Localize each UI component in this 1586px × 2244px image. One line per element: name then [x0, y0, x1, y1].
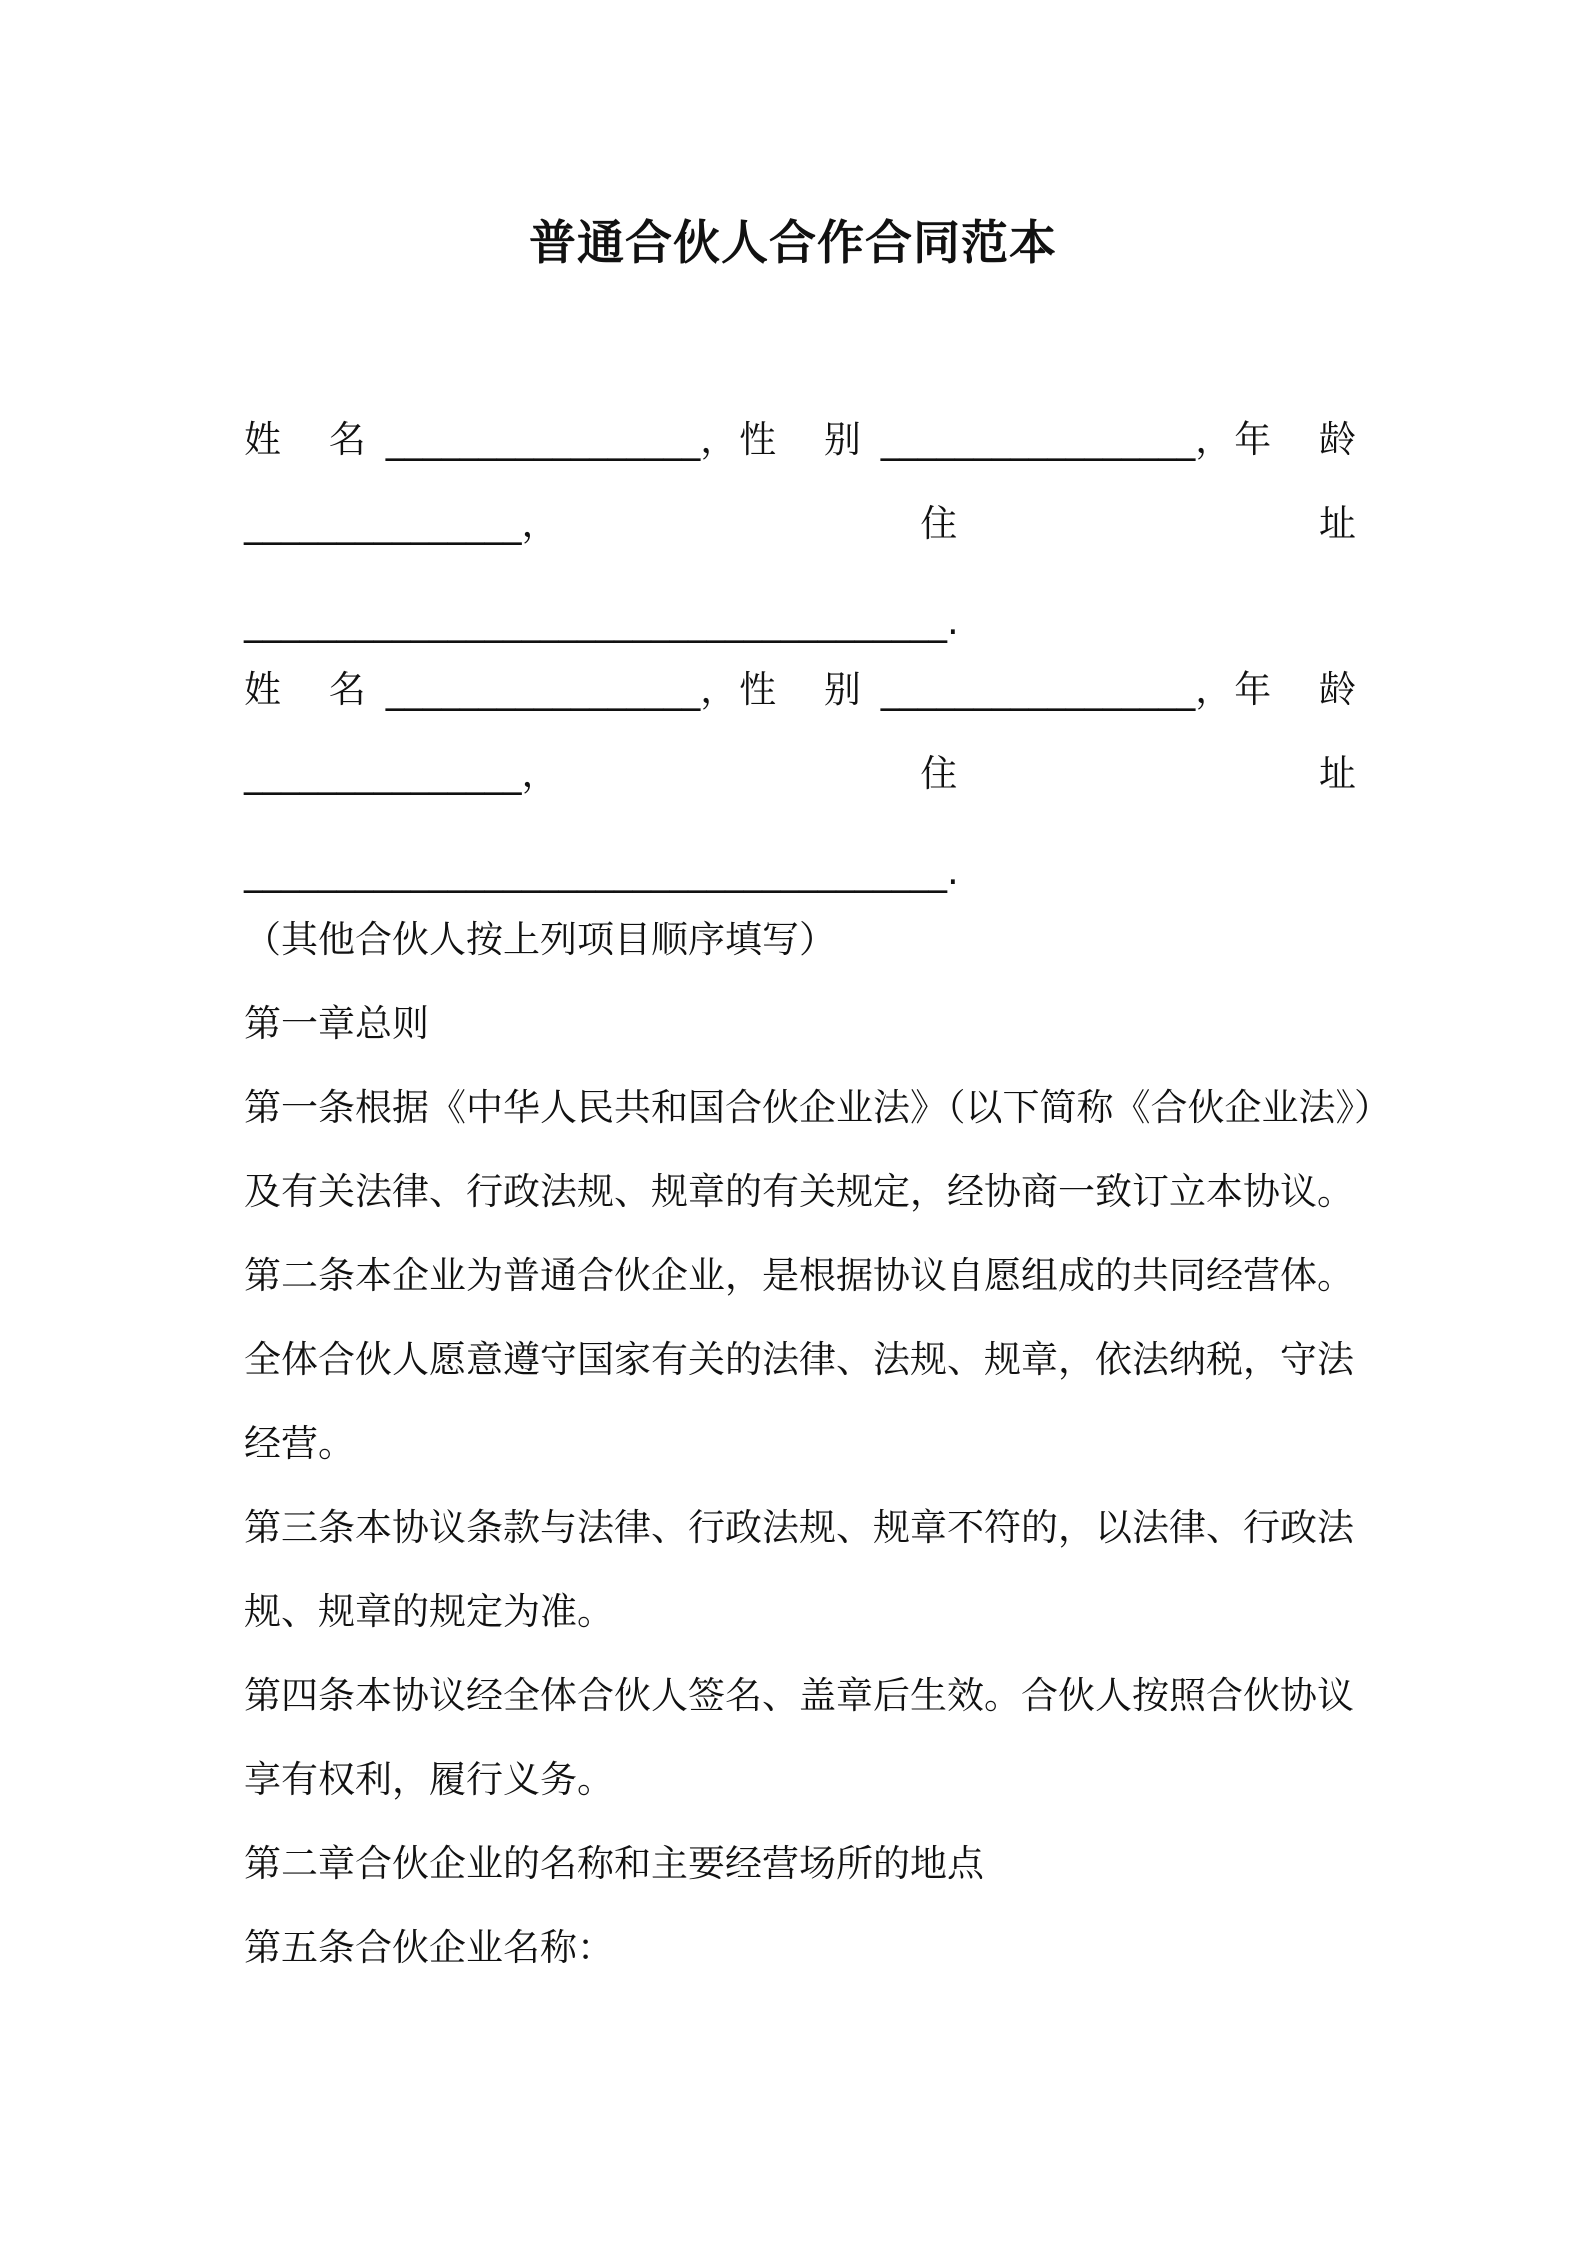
name-label: 姓 名	[244, 668, 384, 711]
gender-label: 性 别	[739, 418, 879, 461]
article-text-line: 第三条本协议条款与法律、行政法规、规章不符的，以法律、行政法	[244, 1506, 1354, 1549]
article-text-line: 全体合伙人愿意遵守国家有关的法律、法规、规章，依法纳税，守法	[244, 1338, 1354, 1381]
address-label-char-2: 址	[1319, 502, 1356, 545]
address-label-char-1: 住	[920, 752, 958, 795]
article-text-line: 第二条本企业为普通合伙企业，是根据协议自愿组成的共同经营体。	[244, 1254, 1354, 1297]
partner-2-line-1	[244, 660, 1374, 720]
article-text-line: 规、规章的规定为准。	[244, 1590, 614, 1633]
article-text-line: 及有关法律、行政法规、规章的有关规定，经协商一致订立本协议。	[244, 1170, 1354, 1213]
chapter-heading: 第一章总则	[244, 1002, 429, 1045]
gender-label: 性 别	[739, 668, 879, 711]
age-label: 年 龄	[1234, 418, 1374, 461]
partner-1-line-2	[244, 494, 1356, 554]
chapter-heading: 第二章合伙企业的名称和主要经营场所的地点	[244, 1842, 984, 1885]
address-blank: ______________________________________.	[244, 850, 959, 893]
address-label-char-1: 住	[920, 502, 958, 545]
name-label: 姓 名	[244, 418, 384, 461]
partner-1-line-1	[244, 410, 1374, 470]
partner-2-line-2	[244, 744, 1356, 804]
partner-1-line-3	[244, 592, 1356, 652]
address-blank: ______________________________________.	[244, 600, 959, 643]
age-blank: _______________，	[244, 502, 559, 545]
article-text-line: 经营。	[244, 1422, 355, 1465]
age-label: 年 龄	[1234, 668, 1374, 711]
article-text-line: 第五条合伙企业名称：	[244, 1926, 614, 1969]
name-blank: _________________，	[385, 418, 738, 461]
article-text-line: 享有权利，履行义务。	[244, 1758, 614, 1801]
address-label-char-2: 址	[1319, 752, 1356, 795]
partner-2-line-3	[244, 842, 1356, 902]
document-title: 普通合伙人合作合同范本	[529, 216, 1057, 271]
gender-blank: _________________，	[880, 418, 1233, 461]
name-blank: _________________，	[385, 668, 738, 711]
article-text-line: 第四条本协议经全体合伙人签名、盖章后生效。合伙人按照合伙协议	[244, 1674, 1354, 1717]
age-blank: _______________，	[244, 752, 559, 795]
fill-instruction-note: （其他合伙人按上列项目顺序填写）	[244, 918, 836, 961]
article-text-line: 第一条根据《中华人民共和国合伙企业法》（以下简称《合伙企业法》）	[244, 1086, 1391, 1129]
gender-blank: _________________，	[880, 668, 1233, 711]
